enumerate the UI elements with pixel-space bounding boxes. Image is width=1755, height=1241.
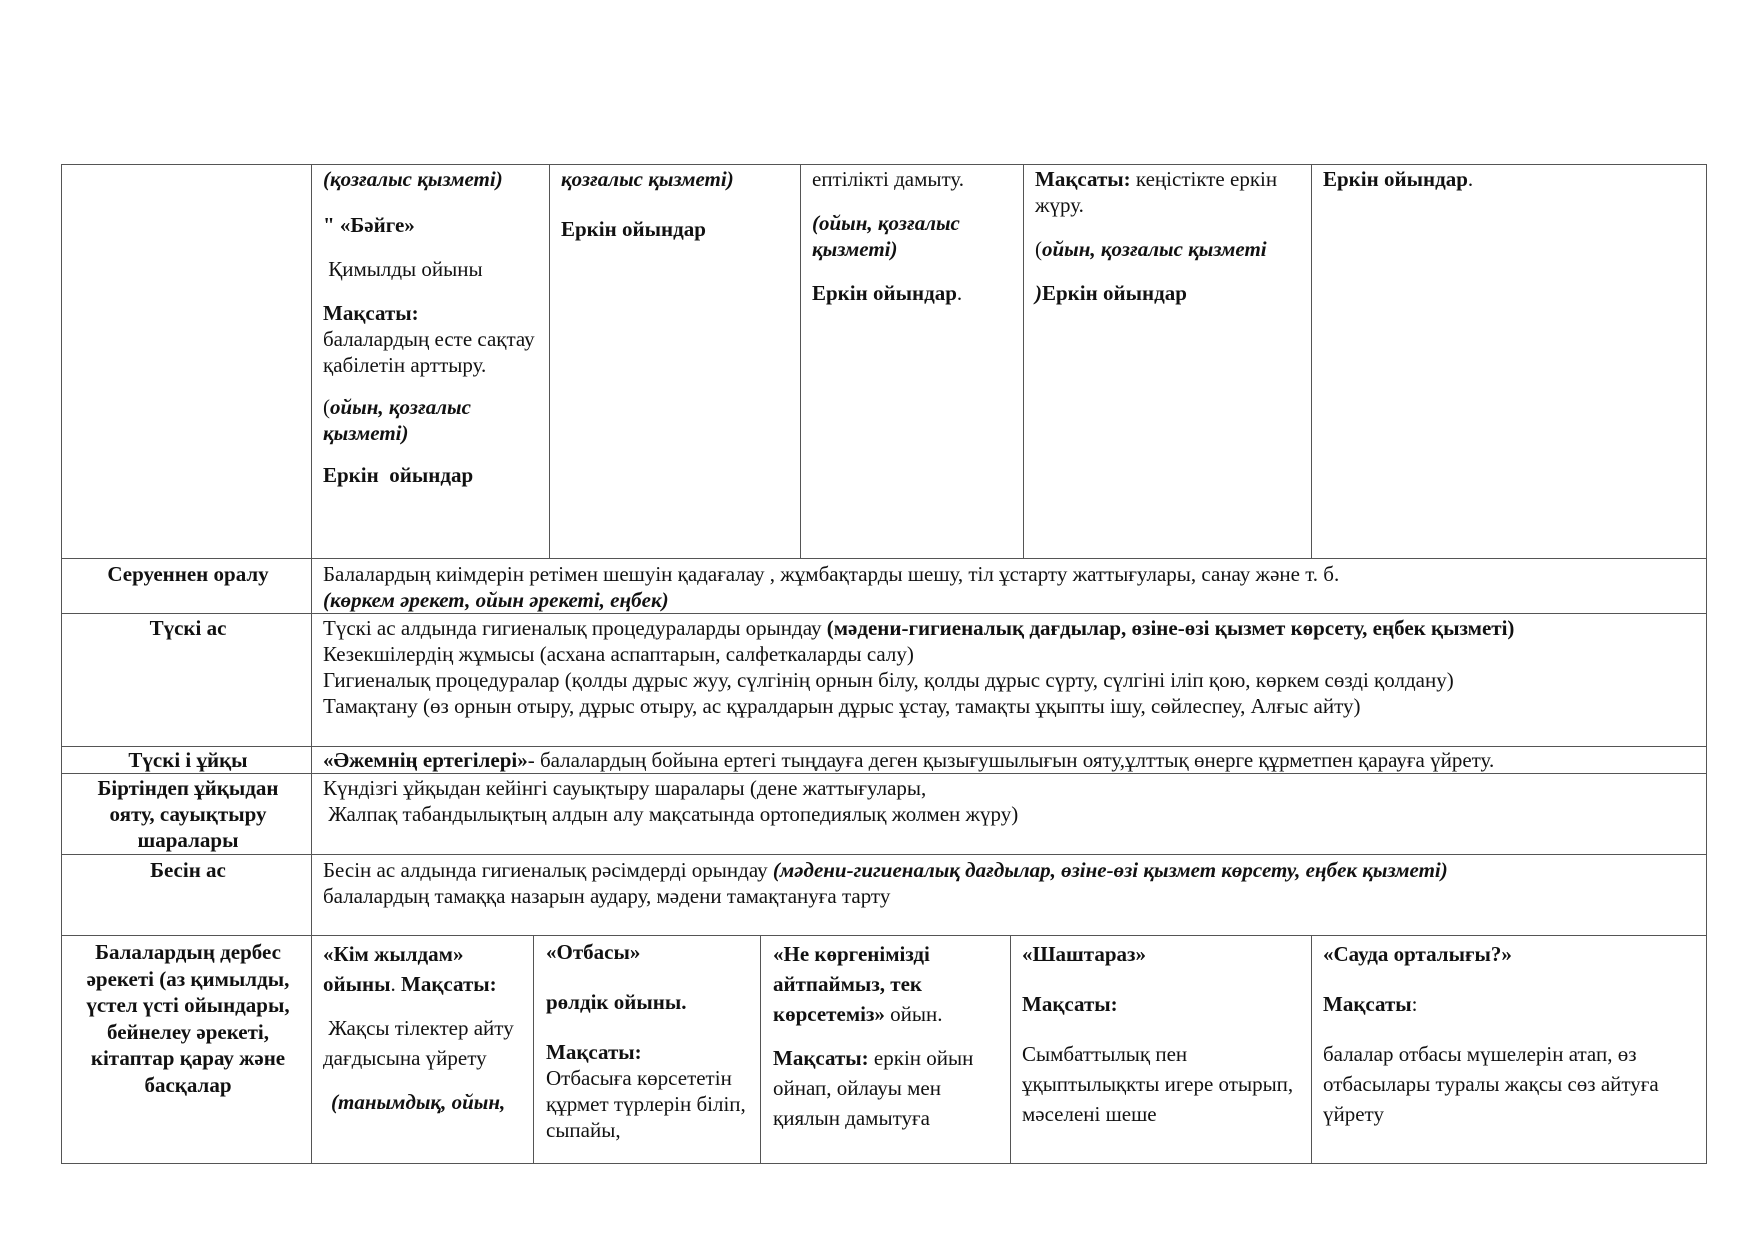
game-title: «Кім жылдам» ойыны (323, 942, 464, 996)
col-divider (1311, 935, 1312, 1164)
lunch-line1 (323, 615, 1514, 641)
goal-label: Мақсаты: (401, 972, 497, 996)
walk-return-line1: Балалардың киімдерін ретімен шешуін қадағалау , жұмбақтарды шешу, тіл ұстарту жаттығулары, санау және т. б. (323, 562, 1340, 586)
free-play: Еркін ойындар (812, 281, 957, 305)
wakeup-line2: Жалпақ табандылықтың алдын алу мақсатында ортопедиялық жолмен жүру) (323, 802, 1019, 826)
top-cell-6 (1323, 166, 1703, 212)
goal-text: Отбасыға көрсететін құрмет түрлерін біліп, сыпайы, (546, 1066, 746, 1142)
independent-cell-2 (546, 939, 756, 1143)
cell-text: ептілікті дамыту. (812, 167, 965, 191)
independent-cell-5 (1323, 939, 1703, 1149)
row-label-independent: Балалардың дербес әрекеті (аз қимылды, үстел үсті ойындары, бейнелеу әрекеті, кітаптар қарау және басқалар (86, 940, 290, 1097)
row-label-lunch: Түскі ас (149, 616, 227, 640)
independent-cell-1 (323, 939, 528, 1137)
activity-note: (ойын, қозғалыс қызметі) (812, 211, 960, 261)
row-divider (61, 558, 1707, 559)
row-divider (61, 854, 1707, 855)
lunch-line2: Кезекшілердің жұмысы (асхана аспаптарын, салфеткаларды салу) (323, 642, 914, 666)
goal-label: Мақсаты (1323, 992, 1412, 1016)
activity-note: (қозғалыс қызметі) (323, 167, 503, 191)
punct: . (390, 972, 401, 996)
punct: . (956, 281, 963, 305)
independent-cell-4 (1022, 939, 1306, 1149)
goal-text: еркін ойын ойнап, ойлауы мен қиялын дамытуға (773, 1046, 974, 1130)
snack-line1 (323, 857, 1448, 883)
row-divider (61, 613, 1707, 614)
goal-label: Мақсаты: (773, 1046, 869, 1070)
activity-note: ойын, қозғалыс қызметі) (323, 395, 471, 445)
row-divider (61, 935, 1707, 936)
activity-note: қозғалыс қызметі) (561, 167, 734, 191)
nap-story-title: «Әжемнің ертегілері» (323, 748, 528, 772)
activity-note: (танымдық, ойын, (331, 1090, 506, 1114)
game-type: Қимылды ойыны (328, 257, 483, 281)
col-divider (760, 935, 761, 1164)
goal-label: Мақсаты: (546, 1040, 642, 1064)
goal-text: Сымбаттылық пен ұқыптылықкты игере отырып, мәселені шеше (1022, 1042, 1294, 1126)
goal-text: балалар отбасы мүшелерін атап, өз отбасылары туралы жақсы сөз айтуға үйрету (1323, 1042, 1659, 1126)
top-cell-3 (561, 166, 793, 262)
walk-return-activity: (көркем әрекет, ойын әрекеті, еңбек) (323, 588, 669, 612)
paren: ( (1035, 237, 1042, 261)
independent-cell-3 (773, 939, 1005, 1153)
game-type: ойын. (884, 1002, 943, 1026)
col-divider (1010, 935, 1011, 1164)
lunch-line4: Тамақтану (өз орнын отыру, дұрыс отыру, ас құралдарын дұрыс ұстау, тамақты ұқыпты ішу, сөйлеспеу, Алғыс айту) (323, 694, 1361, 718)
game-title: «Сауда орталығы?» (1323, 942, 1512, 966)
snack-line1-text: Бесін ас алдында гигиеналық рәсімдерді орындау (323, 858, 773, 882)
free-play: Еркін ойындар (561, 217, 706, 241)
paren: ) (1035, 281, 1042, 305)
col-divider (549, 164, 550, 558)
game-title: " «Бәйге» (323, 213, 415, 237)
free-play: Еркін ойындар (323, 463, 474, 487)
game-type: рөлдік ойыны. (546, 990, 687, 1014)
col-divider (311, 164, 312, 1164)
top-cell-5 (1035, 166, 1305, 326)
row-divider (61, 773, 1707, 774)
col-divider (1023, 164, 1024, 558)
paren: ( (323, 395, 330, 419)
goal-label: Мақсаты: (1035, 167, 1131, 191)
game-title: «Шаштараз» (1022, 942, 1146, 966)
lunch-line1-text: Түскі ас алдында гигиеналық процедураларды орындау (323, 616, 827, 640)
goal-text: кеңістікте еркін жүру. (1035, 167, 1278, 217)
lunch-line3: Гигиеналық процедуралар (қолды дұрыс жуу, сүлгінің орнын білу, қолды дұрыс сүрту, сүлгіні іліп қою, көркем сөзді қолдану) (323, 668, 1454, 692)
activity-note: ойын, қозғалыс қызметі (1042, 237, 1267, 261)
free-play: Еркін ойындар (1042, 281, 1187, 305)
wakeup-line1: Күндізгі ұйқыдан кейінгі сауықтыру шаралары (дене жаттығулары, (323, 776, 927, 800)
goal-label: Мақсаты: (323, 301, 419, 325)
col-divider (1311, 164, 1312, 558)
punct: : (1411, 992, 1418, 1016)
row-label-wakeup: Біртіндеп ұйқыдан ояту, сауықтыру шаралары (97, 776, 279, 852)
game-title: «Отбасы» (546, 940, 641, 964)
row-label-snack: Бесін ас (150, 858, 226, 882)
nap-text (323, 747, 1494, 773)
col-divider (800, 164, 801, 558)
lunch-line1-activity: (мәдени-гигиеналық дағдылар, өзіне-өзі қызмет көрсету, еңбек қызметі) (826, 616, 1515, 640)
top-cell-4 (812, 166, 1017, 326)
snack-line2: балалардың тамаққа назарын аудару, мәдени тамақтануға тарту (323, 884, 891, 908)
game-title: «Не көргенімізді айтпаймыз, тек көрсетеміз» (773, 942, 930, 1026)
goal-label: Мақсаты: (1022, 992, 1118, 1016)
goal-text: балалардың есте сақтау қабілетін арттыру. (323, 327, 535, 377)
nap-description: - балалардың бойына ертегі тыңдауға деген қызығушылығын ояту,ұлттық өнерге құрметпен қарауға үйрету. (527, 748, 1495, 772)
free-play: Еркін ойындар (1323, 167, 1468, 191)
top-cell-2 (323, 166, 543, 508)
snack-line1-activity: (мәдени-гигиеналық дағдылар, өзіне-өзі қызмет көрсету, еңбек қызметі) (772, 858, 1448, 882)
goal-text: Жақсы тілектер айту дағдысына үйрету (323, 1016, 519, 1070)
col-divider (533, 935, 534, 1164)
row-label-walk-return: Серуеннен оралу (107, 562, 269, 586)
punct: . (1467, 167, 1474, 191)
row-label-nap: Түскі і ұйқы (128, 748, 248, 772)
